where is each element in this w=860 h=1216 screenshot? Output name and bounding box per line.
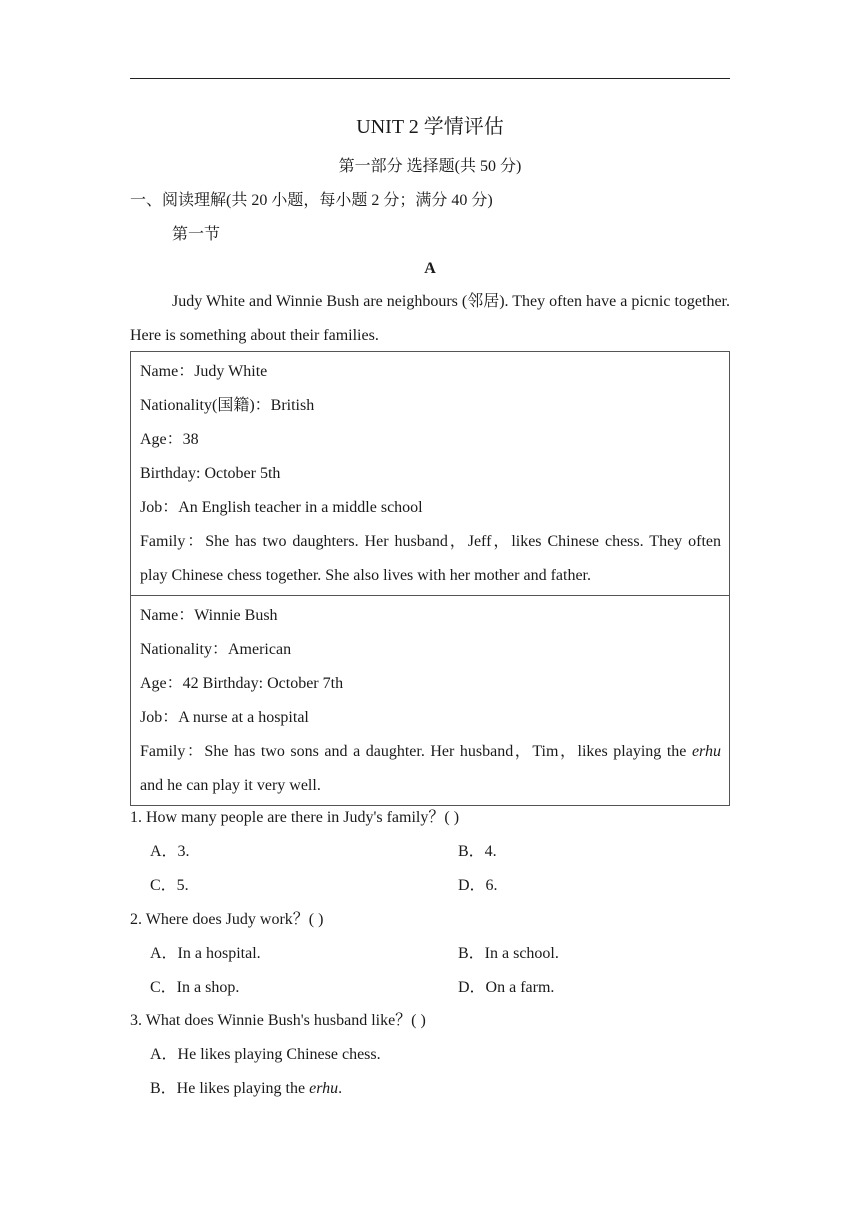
profile-name: Name：Judy White (140, 363, 268, 380)
q3-option-a[interactable]: A．He likes playing Chinese chess. (150, 1046, 381, 1063)
profile-birthday: Birthday: October 5th (140, 465, 281, 482)
q2-option-c[interactable]: C．In a shop. (150, 979, 240, 996)
profile-age-birthday: Age：42 Birthday: October 7th (140, 675, 344, 692)
question-2: 2. Where does Judy work？( ) (130, 911, 324, 928)
subsection-heading: 第一节 (172, 226, 221, 243)
family-text-end: and he can play it very well. (140, 777, 321, 794)
family-text: Family：She has two sons and a daughter. Her husband，Tim，likes playing the (140, 743, 692, 760)
profile-nationality: Nationality(国籍)：British (140, 397, 315, 414)
header-rule (130, 78, 730, 79)
q2-option-a[interactable]: A．In a hospital. (150, 945, 261, 962)
q3-option-b-text: B．He likes playing the (150, 1080, 310, 1097)
section-heading: 一、阅读理解(共 20 小题，每小题 2 分；满分 40 分) (130, 192, 493, 209)
question-3: 3. What does Winnie Bush's husband like？( ) (130, 1012, 426, 1029)
passage-intro: Judy White and Winnie Bush are neighbours (邻居). They often have a picnic together. Here is something about their families. (130, 293, 730, 344)
profile-judy (131, 352, 729, 595)
q3-option-b-end: . (338, 1080, 343, 1097)
q3-option-b-italic: erhu (309, 1080, 339, 1097)
question-1: 1. How many people are there in Judy's family？( ) (130, 809, 460, 826)
part-heading: 第一部分 选择题(共 50 分) (338, 158, 522, 175)
profile-nationality: Nationality：American (140, 641, 292, 658)
q1-option-c[interactable]: C．5. (150, 877, 189, 894)
profile-job: Job：A nurse at a hospital (140, 709, 309, 726)
profile-name: Name：Winnie Bush (140, 607, 278, 624)
profile-job: Job：An English teacher in a middle school (140, 499, 423, 516)
q2-option-b[interactable]: B．In a school. (458, 945, 559, 962)
profile-age: Age：38 (140, 431, 199, 448)
q2-option-d[interactable]: D．On a farm. (458, 979, 555, 996)
q1-option-b[interactable]: B．4. (458, 843, 497, 860)
profile-family (140, 735, 721, 803)
q1-option-d[interactable]: D．6. (458, 877, 498, 894)
passage-label: A (424, 260, 436, 277)
q1-option-a[interactable]: A．3. (150, 843, 190, 860)
q3-option-b[interactable] (150, 1079, 342, 1099)
profile-winnie (131, 595, 729, 805)
family-italic-term: erhu (691, 743, 721, 760)
profiles-table (130, 351, 730, 806)
page-title: UNIT 2 学情评估 (356, 116, 504, 138)
profile-family: Family：She has two daughters. Her husband，Jeff，likes Chinese chess. They often play Chinese chess together. She also lives with her mother and father. (140, 533, 721, 584)
